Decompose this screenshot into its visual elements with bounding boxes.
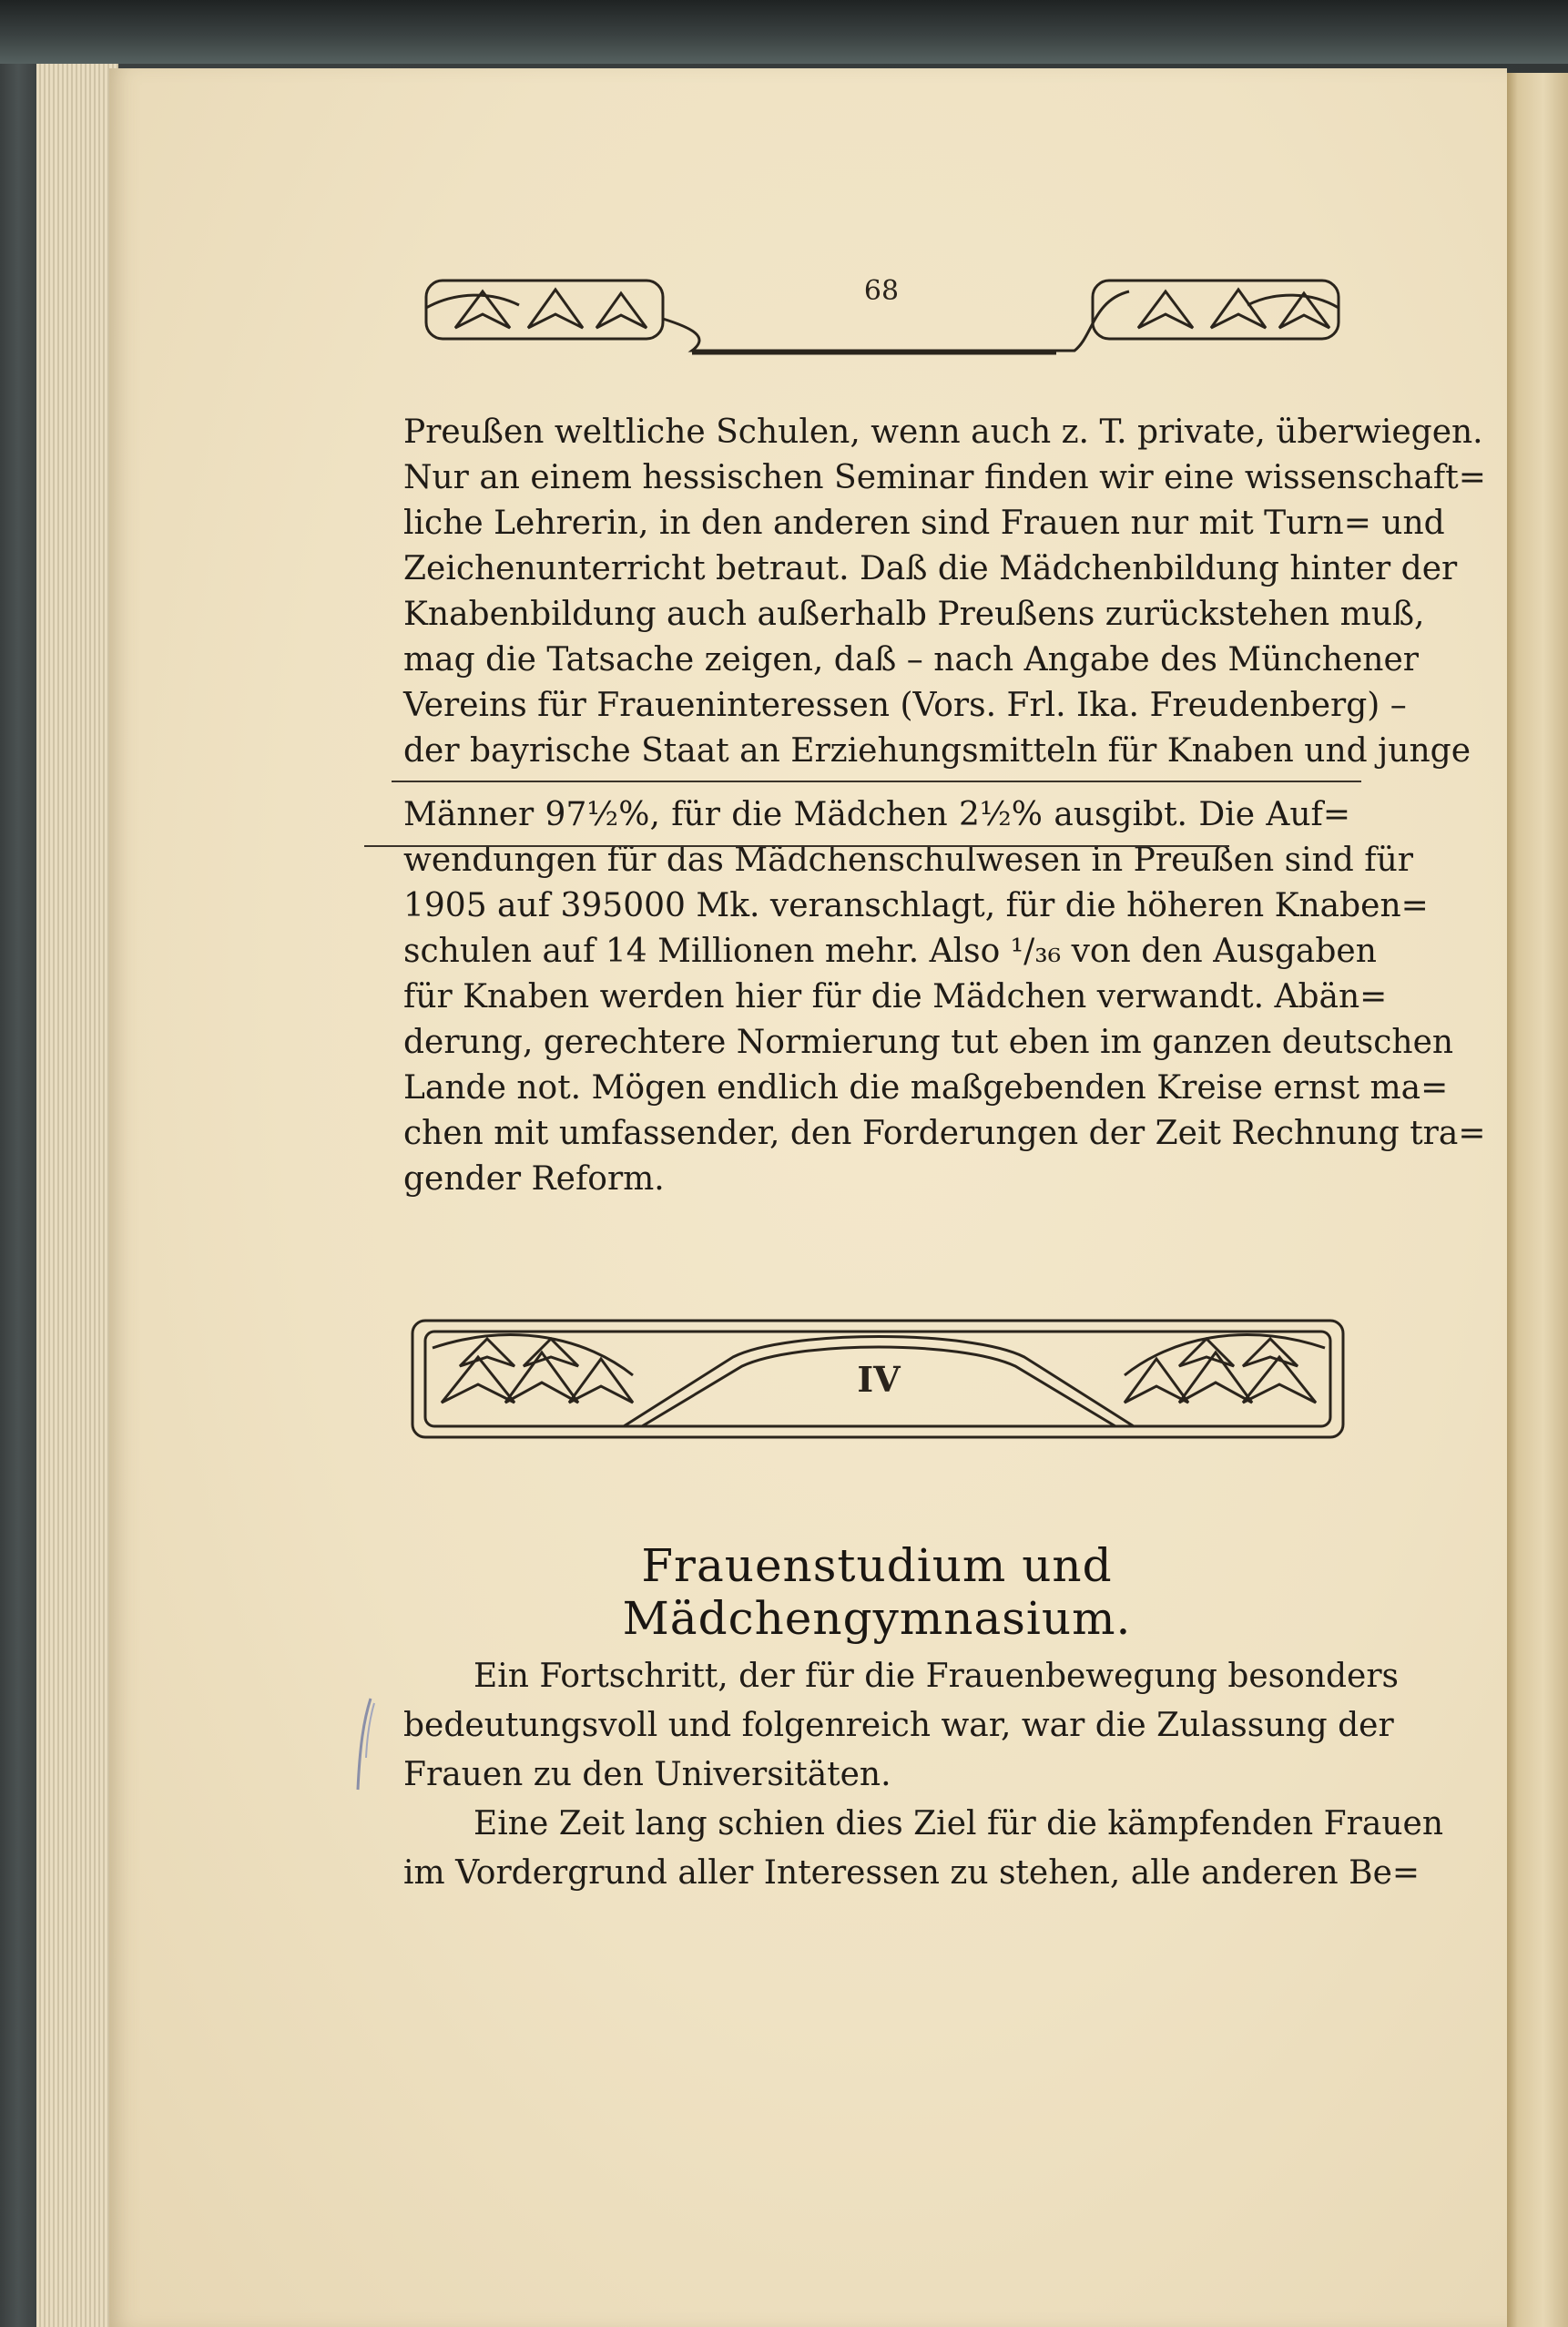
body-line-2: Nur an einem hessischen Seminar finden wir eine wissenschaft= <box>403 459 1486 496</box>
chapter-number: IV <box>857 1359 901 1400</box>
body-line-7: Vereins für Fraueninteressen (Vors. Frl. Ika. Freudenberg) – <box>403 687 1407 724</box>
body-line-10: wendungen für das Mädchenschulwesen in Preußen sind für <box>403 842 1413 879</box>
chapter-line-4: Eine Zeit lang schien dies Ziel für die kämpfenden Frauen <box>473 1805 1444 1842</box>
chapter-line-2: bedeutungsvoll und folgenreich war, war die Zulassung der <box>403 1707 1394 1744</box>
body-line-3: liche Lehrerin, in den anderen sind Frauen nur mit Turn= und <box>403 505 1445 542</box>
body-line-13: für Knaben werden hier für die Mädchen verwandt. Abän= <box>403 978 1388 1016</box>
pencil-margin-mark <box>351 1694 378 1794</box>
body-line-6: mag die Tatsache zeigen, daß – nach Angabe des Münchener <box>403 641 1419 679</box>
page-number: 68 <box>863 275 900 307</box>
body-line-1: Preußen weltliche Schulen, wenn auch z. T. private, überwiegen. <box>403 413 1483 451</box>
body-line-4: Zeichenunterricht betraut. Daß die Mädchenbildung hinter der <box>403 550 1458 587</box>
chapter-title: Frauenstudium und Mädchengymnasium. <box>622 1539 1132 1645</box>
facing-page-edge <box>1507 73 1568 2327</box>
body-line-17: gender Reform. <box>403 1160 665 1198</box>
body-line-8: der bayrische Staat an Erziehungsmitteln für Knaben und junge <box>403 732 1471 770</box>
body-line-15: Lande not. Mögen endlich die maßgebenden Kreise ernst ma= <box>403 1069 1449 1107</box>
chapter-line-5: im Vordergrund aller Interessen zu stehen, alle anderen Be= <box>403 1854 1420 1892</box>
chapter-line-3: Frauen zu den Universitäten. <box>403 1756 891 1793</box>
body-line-5: Knabenbildung auch außerhalb Preußens zurückstehen muß, <box>403 596 1425 633</box>
body-line-9: Männer 97½%, für die Mädchen 2½% ausgibt. Die Auf= <box>403 796 1350 833</box>
body-line-11: 1905 auf 395000 Mk. veranschlagt, für die höheren Knaben= <box>403 887 1429 924</box>
body-line-16: chen mit umfassender, den Forderungen der Zeit Rechnung tra= <box>403 1115 1486 1152</box>
pencil-underline <box>392 781 1361 782</box>
body-line-12: schulen auf 14 Millionen mehr. Also ¹/₃₆ von den Ausgaben <box>403 933 1377 970</box>
page-stack-edge <box>36 64 118 2327</box>
pencil-underline <box>364 845 1229 847</box>
chapter-line-1: Ein Fortschritt, der für die Frauenbewegung besonders <box>473 1658 1400 1695</box>
body-line-14: derung, gerechtere Normierung tut eben im ganzen deutschen <box>403 1024 1454 1061</box>
book-top-edge <box>0 0 1568 64</box>
